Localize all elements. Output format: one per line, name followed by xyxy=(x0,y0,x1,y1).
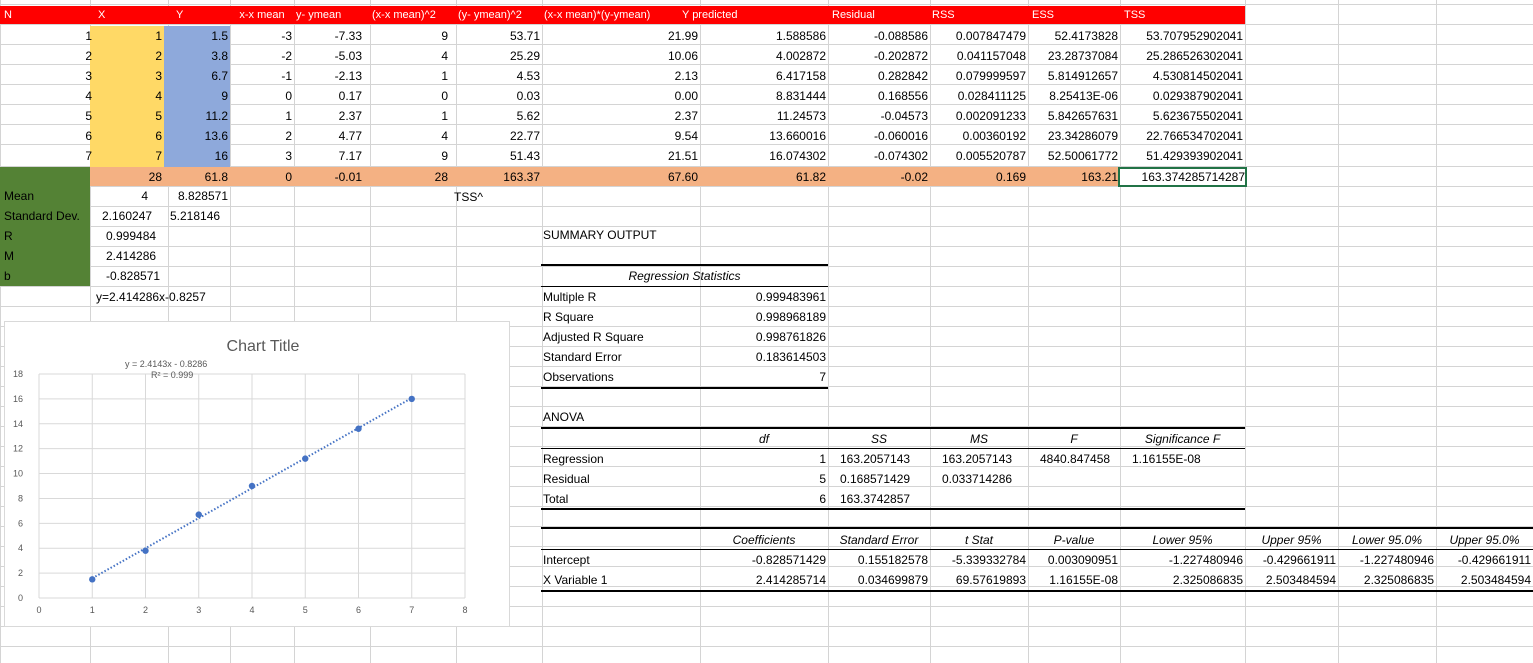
table-cell[interactable]: 13.6 xyxy=(204,129,228,143)
table-cell[interactable]: 4 xyxy=(155,89,162,103)
mean-label[interactable]: Mean xyxy=(4,189,35,203)
reg-stats-title[interactable]: Regression Statistics xyxy=(628,269,741,283)
summary-title[interactable]: SUMMARY OUTPUT xyxy=(543,228,657,242)
scatter-chart[interactable] xyxy=(4,321,510,627)
table-cell[interactable]: 0.041157048 xyxy=(956,49,1026,63)
column-header[interactable]: RSS xyxy=(932,9,955,21)
column-header[interactable]: TSS xyxy=(1124,9,1146,21)
table-cell[interactable]: 9 xyxy=(221,89,228,103)
sum-cell[interactable]: 163.21 xyxy=(1081,170,1118,184)
coef-cell[interactable]: 0.155182578 xyxy=(857,553,928,567)
column-header[interactable]: y- ymean xyxy=(296,9,342,21)
table-cell[interactable]: 0.028411125 xyxy=(957,89,1026,103)
table-cell[interactable]: 4.530814502041 xyxy=(1152,69,1243,83)
column-header[interactable]: N xyxy=(4,9,12,21)
table-cell[interactable]: 1 xyxy=(155,29,162,43)
mean-x[interactable]: 4 xyxy=(141,189,148,203)
y-tick-label: 0 xyxy=(17,593,23,603)
table-cell[interactable]: 4.002872 xyxy=(775,49,826,63)
anova-cell[interactable] xyxy=(1120,489,1245,509)
coef-header[interactable]: Lower 95.0% xyxy=(1351,533,1423,547)
y-tick-label: 6 xyxy=(17,518,23,529)
anova-cell[interactable]: 4840.847458 xyxy=(1040,452,1111,466)
anova-cell[interactable]: 0.168571429 xyxy=(840,472,911,486)
column-header[interactable]: (y- ymean)^2 xyxy=(458,9,522,21)
anova-cell[interactable] xyxy=(930,489,1028,509)
x-tick-label: 2 xyxy=(142,605,149,615)
coef-cell[interactable]: -5.339332784 xyxy=(951,553,1026,567)
table-cell[interactable]: 0.002091233 xyxy=(955,109,1026,123)
column-header[interactable]: (x-x mean)*(y-ymean) xyxy=(544,9,651,21)
table-cell[interactable]: 0.00 xyxy=(674,89,698,103)
table-cell[interactable]: 21.51 xyxy=(667,149,698,163)
anova-cell[interactable]: 163.2057143 xyxy=(942,452,1013,466)
coef-header[interactable]: Lower 95% xyxy=(1152,533,1213,547)
table-cell[interactable]: 9 xyxy=(441,29,448,43)
coef-header[interactable]: Upper 95.0% xyxy=(1449,533,1520,547)
table-cell[interactable]: 9 xyxy=(441,149,448,163)
table-cell[interactable]: 11.24573 xyxy=(776,109,826,123)
chart-title: Chart Title xyxy=(226,338,300,355)
table-cell[interactable]: -3 xyxy=(281,29,292,43)
table-cell[interactable]: 1.5 xyxy=(211,29,228,43)
table-cell[interactable]: -0.202872 xyxy=(873,49,928,63)
table-cell[interactable]: 0.029387902041 xyxy=(1152,89,1243,103)
anova-cell[interactable] xyxy=(1028,489,1120,509)
table-cell[interactable]: 0.17 xyxy=(338,89,362,103)
data-point xyxy=(142,548,148,554)
b-value[interactable]: -0.828571 xyxy=(106,269,161,283)
table-cell[interactable]: 6.7 xyxy=(211,69,228,83)
coef-header[interactable]: Standard Error xyxy=(839,533,919,547)
coef-row-label[interactable]: Intercept xyxy=(543,553,590,567)
x-tick-label: 1 xyxy=(89,605,95,615)
rule xyxy=(541,387,828,389)
table-cell[interactable]: 0.005520787 xyxy=(955,149,1026,163)
table-cell[interactable]: 2 xyxy=(285,129,292,143)
table-cell[interactable]: 7.17 xyxy=(338,149,362,163)
coef-cell[interactable]: 2.325086835 xyxy=(1172,573,1243,587)
trendline-r2: R² = 0.999 xyxy=(151,370,194,380)
table-cell[interactable]: 51.43 xyxy=(509,149,540,163)
table-cell[interactable]: 5.623675502041 xyxy=(1152,109,1243,123)
y-tick-label: 18 xyxy=(12,369,23,379)
table-cell[interactable]: 0 xyxy=(285,89,292,103)
sum-cell[interactable]: 0 xyxy=(285,170,292,184)
reg-stat-label[interactable]: Standard Error xyxy=(543,350,622,364)
table-cell[interactable]: 0.079999597 xyxy=(955,69,1026,83)
table-cell[interactable]: 53.707952902041 xyxy=(1146,29,1243,43)
table-cell[interactable]: 0.03 xyxy=(516,89,540,103)
coef-cell[interactable]: 0.034699879 xyxy=(857,573,928,587)
table-cell[interactable]: 13.660016 xyxy=(769,129,826,143)
anova-header[interactable]: Significance F xyxy=(1144,432,1221,446)
rule xyxy=(541,527,1533,529)
stdev-y[interactable]: 5.218146 xyxy=(170,209,221,223)
coef-cell[interactable]: 2.325086835 xyxy=(1363,573,1434,587)
table-cell[interactable]: 25.29 xyxy=(509,49,540,63)
m-label[interactable]: M xyxy=(4,249,14,263)
table-cell[interactable]: 52.50061772 xyxy=(1047,149,1118,163)
coef-cell[interactable]: 2.503484594 xyxy=(1265,573,1336,587)
table-cell[interactable]: 4.53 xyxy=(516,69,540,83)
x-tick-label: 6 xyxy=(355,605,362,615)
data-point xyxy=(409,396,415,402)
chart-plot xyxy=(5,322,509,626)
anova-title[interactable]: ANOVA xyxy=(543,410,585,424)
table-cell[interactable]: 7 xyxy=(155,149,162,163)
anova-row-label[interactable]: Regression xyxy=(543,452,604,466)
anova-header[interactable]: F xyxy=(1070,432,1078,446)
data-point xyxy=(355,426,361,432)
column-header[interactable]: ESS xyxy=(1032,9,1055,21)
table-cell[interactable]: 5 xyxy=(85,109,92,123)
r-value[interactable]: 0.999484 xyxy=(106,229,157,243)
table-cell[interactable]: 3 xyxy=(285,149,292,163)
y-tick-label: 16 xyxy=(12,393,23,404)
table-cell[interactable]: 25.286526302041 xyxy=(1146,49,1243,63)
table-cell[interactable]: 51.429393902041 xyxy=(1146,149,1243,163)
coef-cell[interactable]: 1.16155E-08 xyxy=(1049,573,1118,587)
table-cell[interactable]: 16.074302 xyxy=(769,149,826,163)
table-cell[interactable]: 22.77 xyxy=(509,129,540,143)
rule xyxy=(541,590,1533,592)
anova-cell[interactable] xyxy=(1028,469,1120,489)
table-cell[interactable]: 53.71 xyxy=(509,29,540,43)
anova-header[interactable]: SS xyxy=(870,432,887,446)
reg-stat-label[interactable]: R Square xyxy=(543,310,594,324)
table-cell[interactable]: 0 xyxy=(441,89,448,103)
sum-cell[interactable]: 28 xyxy=(148,170,162,184)
table-cell[interactable]: -0.060016 xyxy=(873,129,928,143)
table-cell[interactable]: 9.54 xyxy=(674,129,698,143)
column-header[interactable]: Y predicted xyxy=(682,9,738,21)
table-cell[interactable]: -2 xyxy=(281,49,292,63)
reg-stat-label[interactable]: Observations xyxy=(543,370,614,384)
y-tick-label: 2 xyxy=(17,568,23,579)
y-tick-label: 14 xyxy=(12,418,23,429)
anova-header[interactable]: df xyxy=(758,432,769,446)
table-cell[interactable]: 2 xyxy=(155,49,162,63)
table-cell[interactable]: 1.588586 xyxy=(775,29,826,43)
column-header[interactable]: X xyxy=(98,9,106,21)
table-cell[interactable]: 5.814912657 xyxy=(1047,69,1118,83)
anova-cell[interactable]: 163.2057143 xyxy=(840,452,911,466)
table-cell[interactable]: 5.842657631 xyxy=(1047,109,1118,123)
table-cell[interactable]: 4.77 xyxy=(338,129,362,143)
anova-header[interactable]: MS xyxy=(970,432,988,446)
table-cell[interactable]: 6.417158 xyxy=(775,69,826,83)
anova-cell[interactable]: 163.3742857 xyxy=(840,492,911,506)
table-cell[interactable]: 6 xyxy=(85,129,92,143)
table-cell[interactable]: -1 xyxy=(281,69,292,83)
data-point xyxy=(196,511,202,517)
anova-row-label[interactable]: Residual xyxy=(543,472,590,486)
table-cell[interactable]: 3.8 xyxy=(211,49,228,63)
x-tick-label: 4 xyxy=(249,605,255,615)
table-cell[interactable]: 2.37 xyxy=(338,109,362,123)
sum-cell[interactable]: 163.37 xyxy=(503,170,540,184)
table-cell[interactable]: 52.4173828 xyxy=(1054,29,1118,43)
y-tick-label: 12 xyxy=(12,443,23,454)
table-cell[interactable]: 2.13 xyxy=(674,69,698,83)
coef-header[interactable]: Coefficients xyxy=(732,533,796,547)
y-tick-label: 8 xyxy=(17,493,23,504)
table-cell[interactable]: 0.007847479 xyxy=(955,29,1026,43)
coef-header[interactable]: P-value xyxy=(1053,533,1095,547)
x-tick-label: 5 xyxy=(302,605,308,615)
anova-cell[interactable]: 1 xyxy=(819,452,826,466)
y-tick-label: 10 xyxy=(12,468,23,479)
table-cell[interactable]: 4 xyxy=(441,129,448,143)
table-cell[interactable]: 11.2 xyxy=(205,109,228,123)
table-cell[interactable]: 8.831444 xyxy=(775,89,826,103)
r-label[interactable]: R xyxy=(4,229,13,243)
coef-header[interactable]: Upper 95% xyxy=(1261,533,1322,547)
table-cell[interactable]: 7 xyxy=(85,149,92,163)
data-point xyxy=(89,576,95,582)
sum-cell[interactable]: -0.02 xyxy=(900,170,928,184)
coef-cell[interactable]: 0.003090951 xyxy=(1047,553,1118,567)
table-cell[interactable]: 3 xyxy=(155,69,162,83)
x-tick-label: 7 xyxy=(409,605,415,615)
table-cell[interactable]: 8.25413E-06 xyxy=(1049,89,1118,103)
table-cell[interactable]: 22.766534702041 xyxy=(1146,129,1243,143)
reg-stat-label[interactable]: Multiple R xyxy=(543,290,597,304)
table-cell[interactable]: 23.28737084 xyxy=(1047,49,1118,63)
table-cell[interactable]: 0.168556 xyxy=(877,89,928,103)
table-cell[interactable]: 0.282842 xyxy=(877,69,928,83)
reg-stat-value[interactable]: 0.183614503 xyxy=(755,350,826,364)
coef-cell[interactable]: 2.414285714 xyxy=(755,573,826,587)
equation[interactable]: y=2.414286x-0.8257 xyxy=(96,290,206,304)
table-cell[interactable]: 2 xyxy=(85,49,92,63)
sum-cell[interactable]: 0.169 xyxy=(995,170,1026,184)
coef-cell[interactable]: -0.828571429 xyxy=(751,553,826,567)
reg-stat-value[interactable]: 0.998968189 xyxy=(755,310,826,324)
trendline-equation: y = 2.4143x - 0.8286 xyxy=(125,359,208,369)
table-cell[interactable]: 1 xyxy=(441,69,448,83)
anova-cell[interactable]: 5 xyxy=(819,472,826,486)
anova-cell[interactable]: 0.033714286 xyxy=(942,472,1013,486)
coef-cell[interactable]: 69.57619893 xyxy=(955,573,1026,587)
table-cell[interactable]: 0.00360192 xyxy=(962,129,1026,143)
sum-cell[interactable]: 67.60 xyxy=(667,170,698,184)
table-cell[interactable]: 2.37 xyxy=(674,109,698,123)
table-cell[interactable]: 6 xyxy=(155,129,162,143)
table-cell[interactable]: 1 xyxy=(285,109,292,123)
x-tick-label: 0 xyxy=(36,605,42,615)
coef-cell[interactable]: -0.429661911 xyxy=(1262,553,1336,567)
reg-stat-value[interactable]: 7 xyxy=(819,370,826,384)
anova-cell[interactable]: 1.16155E-08 xyxy=(1132,452,1201,466)
anova-cell[interactable]: 6 xyxy=(819,492,826,506)
sum-cell[interactable]: 61.8 xyxy=(204,170,228,184)
reg-stat-value[interactable]: 0.998761826 xyxy=(755,330,826,344)
table-cell[interactable]: 10.06 xyxy=(667,49,698,63)
sum-cell[interactable]: 28 xyxy=(434,170,448,184)
table-cell[interactable]: -2.13 xyxy=(334,69,362,83)
table-cell[interactable]: -7.33 xyxy=(334,29,362,43)
column-header[interactable]: Residual xyxy=(832,9,875,21)
table-cell[interactable]: 1 xyxy=(441,109,448,123)
coef-header[interactable]: t Stat xyxy=(964,533,993,547)
coef-cell[interactable]: 2.503484594 xyxy=(1460,573,1531,587)
reg-stat-value[interactable]: 0.999483961 xyxy=(755,290,826,304)
reg-stat-label[interactable]: Adjusted R Square xyxy=(543,330,644,344)
data-point xyxy=(249,483,255,489)
sum-cell[interactable]: -0.01 xyxy=(334,170,362,184)
stdev-x[interactable]: 2.160247 xyxy=(102,209,153,223)
table-cell[interactable]: 3 xyxy=(85,69,92,83)
table-cell[interactable]: 5.62 xyxy=(516,109,540,123)
rule xyxy=(541,508,1245,510)
x-tick-label: 8 xyxy=(462,605,468,615)
table-cell[interactable]: 21.99 xyxy=(667,29,698,43)
table-cell[interactable]: 5 xyxy=(155,109,162,123)
table-cell[interactable]: -0.088586 xyxy=(873,29,928,43)
table-cell[interactable]: 1 xyxy=(85,29,92,43)
table-cell[interactable]: -0.074302 xyxy=(873,149,928,163)
tss-note[interactable]: TSS^ xyxy=(454,190,483,204)
y-tick-label: 4 xyxy=(17,543,23,554)
stdev-label[interactable]: Standard Dev. xyxy=(4,209,80,223)
anova-cell[interactable] xyxy=(1120,469,1245,489)
table-cell[interactable]: -0.04573 xyxy=(880,109,928,123)
table-cell[interactable]: 23.34286079 xyxy=(1047,129,1118,143)
table-cell[interactable]: -5.03 xyxy=(334,49,362,63)
coef-cell[interactable]: -1.227480946 xyxy=(1359,553,1434,567)
coef-cell[interactable]: -1.227480946 xyxy=(1168,553,1243,567)
column-header[interactable]: (x-x mean)^2 xyxy=(372,9,436,21)
coef-cell[interactable]: -0.429661911 xyxy=(1457,553,1531,567)
b-label[interactable]: b xyxy=(4,269,11,283)
sum-cell[interactable]: 61.82 xyxy=(795,170,826,184)
m-value[interactable]: 2.414286 xyxy=(106,249,157,263)
mean-y[interactable]: 8.828571 xyxy=(177,189,228,203)
data-point xyxy=(302,455,308,461)
x-tick-label: 3 xyxy=(196,605,202,615)
coef-row-label[interactable]: X Variable 1 xyxy=(543,573,608,587)
table-cell[interactable]: 16 xyxy=(214,149,228,163)
column-header[interactable]: x-x mean xyxy=(239,9,285,21)
table-cell[interactable]: 4 xyxy=(441,49,448,63)
sum-cell[interactable]: 163.374285714287 xyxy=(1118,167,1247,187)
table-cell[interactable]: 4 xyxy=(85,89,92,103)
column-header[interactable]: Y xyxy=(176,9,184,21)
anova-row-label[interactable]: Total xyxy=(543,492,569,506)
